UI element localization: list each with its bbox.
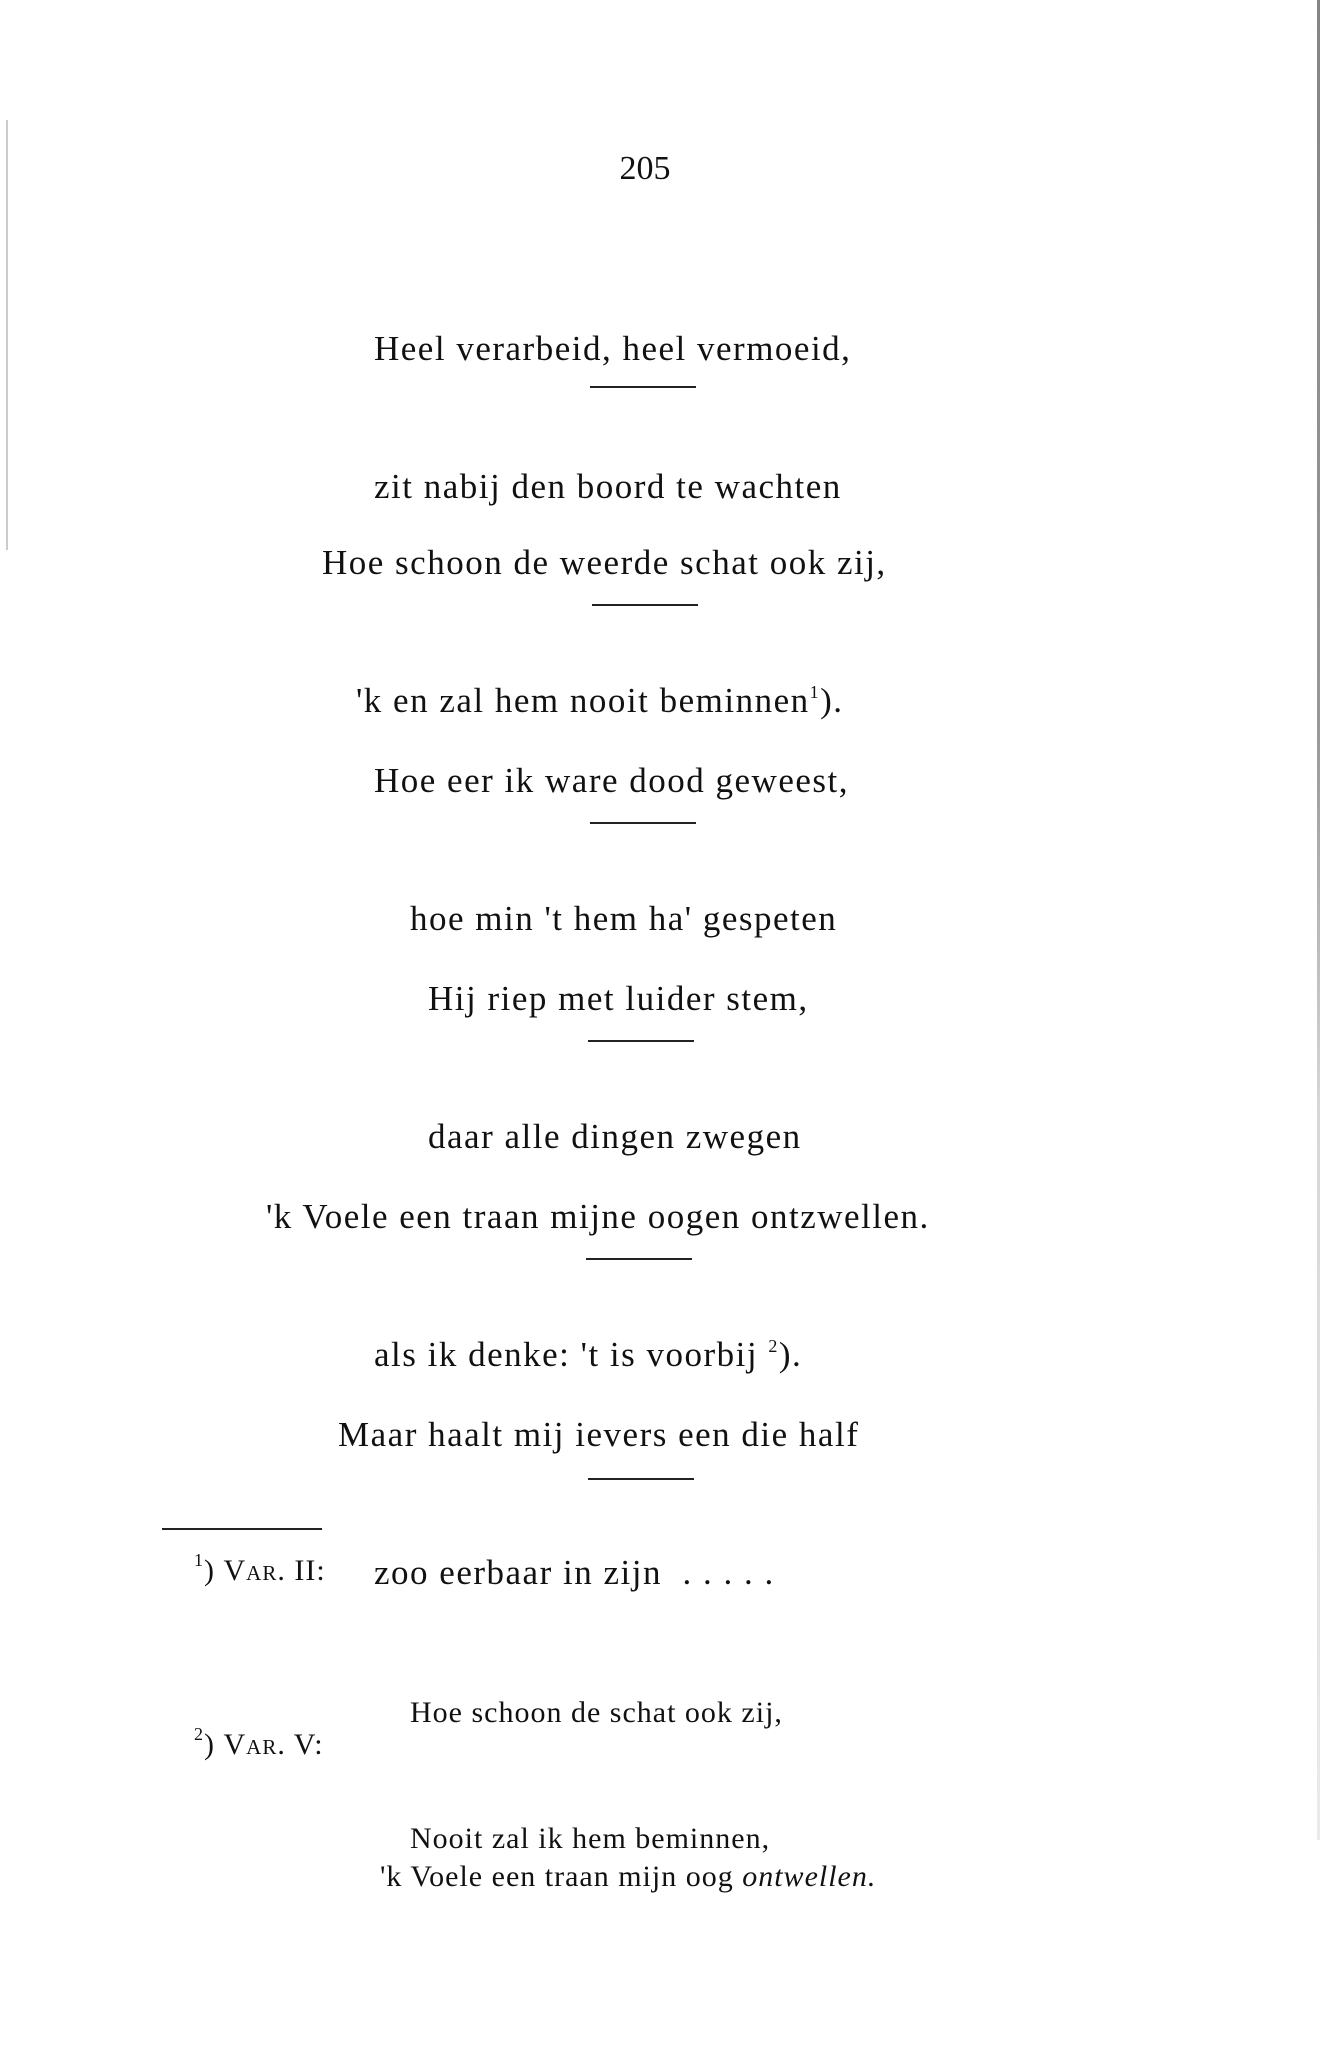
stanza-divider	[586, 1258, 692, 1260]
stanza-6	[338, 1320, 859, 1642]
stanza-5-line-2-text: als ik denke: 't is voorbij	[374, 1335, 759, 1374]
stanza-6-line-1: Maar haalt mij ievers een die half	[338, 1415, 860, 1454]
stanza-divider	[590, 386, 696, 388]
stanza-5-line-1: 'k Voele een traan mijne oogen ontzwellen.	[266, 1197, 930, 1236]
stanza-5-line-2-close: ).	[778, 1335, 803, 1374]
stanza-4-line-2: daar alle dingen zwegen	[428, 1117, 802, 1156]
stanza-3-line-1: Hoe eer ik ware dood geweest,	[374, 761, 849, 800]
stanza-1-line-2: zit nabij den boord te wachten	[374, 467, 842, 506]
footnote-2-line-1	[380, 1856, 876, 1898]
footnote-2-label: $^2$) Var. V:	[194, 1724, 324, 1761]
stanza-1-line-1: Heel verarbeid, heel vermoeid,	[374, 329, 852, 368]
stanza-2-line-2-text: 'k en zal hem nooit beminnen	[356, 681, 810, 720]
page-edge-right	[1317, 0, 1320, 1840]
footnote-2-line-1-italic: ontwellen.	[742, 1860, 877, 1893]
stanza-2-line-1: Hoe schoon de weerde schat ook zij,	[322, 543, 887, 582]
footnote-1-variant: Var. II:	[223, 1554, 326, 1587]
footnote-2-line-1-prefix: 'k Voele een traan mijn oog	[380, 1860, 743, 1893]
footnote-1-line-1: Hoe schoon de schat ook zij,	[410, 1696, 783, 1729]
footnote-2-mark: 2	[194, 1724, 204, 1744]
page-number: 205	[619, 150, 671, 187]
footnote-2-variant: Var. V:	[223, 1728, 324, 1761]
stanza-divider	[592, 604, 698, 606]
stanza-divider	[590, 822, 696, 824]
footnote-2-text	[380, 1772, 876, 1940]
footnote-ref-2[interactable]: 2	[768, 1336, 779, 1356]
stanza-divider	[588, 1478, 694, 1480]
stanza-6-line-2: zoo eerbaar in zijn . . . . .	[374, 1553, 775, 1592]
stanza-divider	[588, 1040, 694, 1042]
footnote-1-label: $^1$) Var. II:	[194, 1550, 326, 1587]
stanza-3-line-2: hoe min 't hem ha' gespeten	[410, 899, 838, 938]
stanza-2-line-2-close: ).	[820, 681, 844, 720]
footnote-separator	[162, 1528, 322, 1530]
stanza-4-line-1: Hij riep met luider stem,	[428, 979, 809, 1018]
footnote-1-line-2: Nooit zal ik hem beminnen,	[410, 1822, 771, 1855]
footnote-ref-1[interactable]: 1	[809, 682, 821, 702]
footnote-1-mark: 1	[194, 1550, 204, 1570]
